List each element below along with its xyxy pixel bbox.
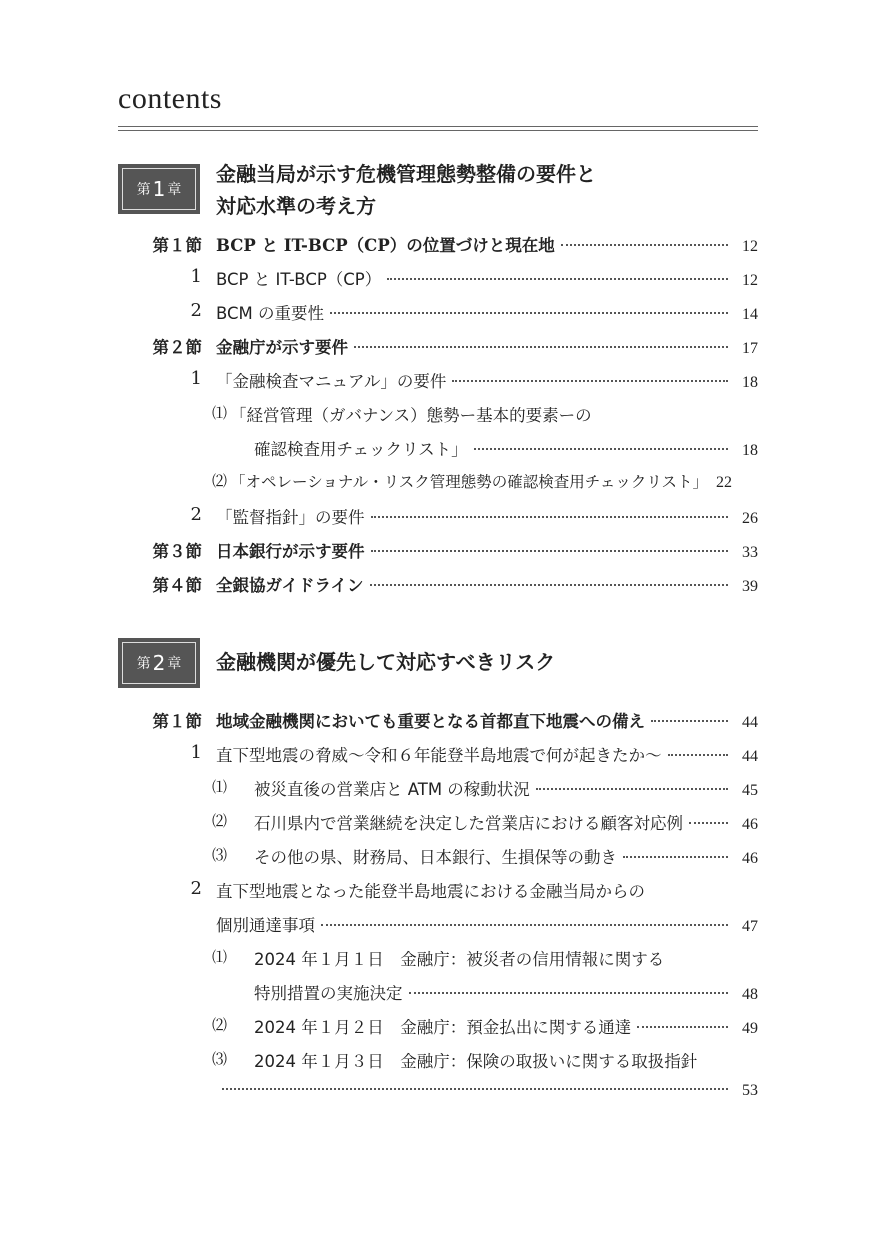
toc-entry-subitem[interactable]	[0, 1042, 875, 1076]
entry-text: BCP と IT-BCP（CP）	[216, 270, 382, 289]
entry-text: 「経営管理（ガバナンス）態勢ー基本的要素ーの	[230, 406, 592, 425]
item-number: 1	[190, 742, 202, 763]
chapter-2-title[interactable]	[216, 646, 555, 678]
page-number: 47	[742, 918, 758, 935]
page-number: 22	[716, 474, 733, 491]
leader-dots	[387, 278, 728, 280]
section-label: 第１節	[152, 712, 202, 731]
page-number: 46	[742, 816, 758, 833]
subitem-number: ⑵	[212, 812, 228, 830]
entry-text: BCM の重要性	[216, 304, 325, 323]
toc-entry-section[interactable]	[0, 702, 875, 736]
page-number: 12	[742, 272, 758, 289]
leader-dots	[452, 380, 728, 382]
toc-entry-continuation[interactable]	[0, 430, 875, 464]
leader-dots	[623, 856, 728, 858]
toc-entry-item[interactable]	[0, 872, 875, 906]
chapter-label-suffix: 章	[167, 656, 182, 672]
subitem-number: ⑴	[212, 778, 228, 796]
section-label: 第４節	[152, 576, 202, 595]
item-number: 1	[190, 266, 202, 287]
chapter-label-prefix: 第	[136, 656, 151, 672]
leader-dots	[371, 550, 729, 552]
chapter-1-title[interactable]	[216, 158, 596, 222]
toc-entry-continuation[interactable]	[0, 1076, 875, 1110]
page-number: 26	[742, 510, 758, 527]
leader-dots	[371, 516, 729, 518]
toc-entry-subitem[interactable]	[0, 396, 875, 430]
page-number: 45	[742, 782, 758, 799]
page-number: 46	[742, 850, 758, 867]
leader-dots	[370, 584, 728, 586]
page-number: 33	[742, 544, 758, 561]
entry-text: 「オペレーショナル・リスク管理態勢の確認検査用チェックリスト」	[230, 473, 709, 491]
toc-entry-subitem[interactable]	[0, 770, 875, 804]
page-number: 44	[742, 748, 758, 765]
item-number: 1	[190, 368, 202, 389]
leader-dots	[321, 924, 728, 926]
item-number: 2	[190, 878, 202, 899]
toc-entry-subitem[interactable]	[0, 940, 875, 974]
page-number: 44	[742, 714, 758, 731]
toc-entry-subitem[interactable]	[0, 464, 875, 498]
entry-text: 金融庁が示す要件	[216, 338, 348, 357]
chapter-label-prefix: 第	[136, 182, 151, 198]
leader-dots	[474, 448, 728, 450]
entry-text: 「監督指針」の要件	[216, 508, 365, 527]
chapter-number: 2	[152, 651, 166, 675]
section-label: 第３節	[152, 542, 202, 561]
leader-dots	[637, 1026, 728, 1028]
chapter-title-line: 金融当局が示す危機管理態勢整備の要件と	[216, 162, 596, 186]
entry-text: 「金融検査マニュアル」の要件	[216, 372, 447, 391]
entry-text: BCP と IT-BCP（CP）の位置づけと現在地	[216, 236, 555, 255]
title-rule-top	[118, 126, 758, 127]
page-number: 14	[742, 306, 758, 323]
entry-text: 被災直後の営業店と ATM の稼動状況	[254, 780, 530, 799]
toc-entry-continuation[interactable]	[0, 974, 875, 1008]
page-number: 49	[742, 1020, 758, 1037]
item-number: 2	[190, 300, 202, 321]
entry-text: 個別通達事項	[216, 916, 315, 935]
section-label: 第２節	[152, 338, 202, 357]
subitem-number: ⑶	[212, 846, 228, 864]
item-number: 2	[190, 504, 202, 525]
page-number: 48	[742, 986, 758, 1003]
page-number: 18	[742, 442, 758, 459]
chapter-2-box	[118, 638, 200, 688]
title-rule-bottom	[118, 130, 758, 131]
leader-dots	[668, 754, 729, 756]
entry-text: 2024 年１月１日 金融庁：被災者の信用情報に関する	[254, 950, 665, 969]
page-number: 12	[742, 238, 758, 255]
chapter-number: 1	[152, 177, 166, 201]
subitem-number: ⑴	[212, 404, 228, 422]
toc-entry-subitem[interactable]	[0, 804, 875, 838]
entry-text: 2024 年１月２日 金融庁：預金払出に関する通達	[254, 1018, 632, 1037]
toc-entry-item[interactable]	[0, 260, 875, 294]
leader-dots	[409, 992, 729, 994]
toc-entry-item[interactable]	[0, 294, 875, 328]
entry-text: 確認検査用チェックリスト」	[254, 440, 468, 459]
toc-entry-item[interactable]	[0, 736, 875, 770]
subitem-number: ⑶	[212, 1050, 228, 1068]
toc-entry-section[interactable]	[0, 566, 875, 600]
entry-text: 日本銀行が示す要件	[216, 542, 365, 561]
leader-dots	[689, 822, 728, 824]
toc-entry-subitem[interactable]	[0, 1008, 875, 1042]
toc-entry-section[interactable]	[0, 532, 875, 566]
entry-text: 直下型地震となった能登半島地震における金融当局からの	[216, 882, 645, 901]
page-number: 39	[742, 578, 758, 595]
chapter-label-suffix: 章	[167, 182, 182, 198]
toc-entry-continuation[interactable]	[0, 906, 875, 940]
section-label: 第１節	[152, 236, 202, 255]
subitem-number: ⑵	[212, 472, 228, 490]
subitem-number: ⑵	[212, 1016, 228, 1034]
entry-text: 地域金融機関においても重要となる首都直下地震への備え	[216, 712, 645, 731]
leader-dots	[222, 1088, 728, 1090]
leader-dots	[536, 788, 728, 790]
toc-entry-item[interactable]	[0, 498, 875, 532]
page-number: 17	[742, 340, 758, 357]
entry-text: 直下型地震の脅威～令和６年能登半島地震で何が起きたか～	[216, 746, 662, 765]
leader-dots	[651, 720, 728, 722]
chapter-title-line: 金融機関が優先して対応すべきリスク	[216, 650, 556, 674]
page-number: 53	[742, 1082, 758, 1099]
leader-dots	[561, 244, 728, 246]
chapter-title-line: 対応水準の考え方	[216, 194, 376, 218]
toc-entry-section[interactable]	[0, 328, 875, 362]
toc-entry-item[interactable]	[0, 362, 875, 396]
leader-dots	[354, 346, 728, 348]
page-title: contents	[118, 82, 222, 115]
chapter-1-box	[118, 164, 200, 214]
entry-text: 2024 年１月３日 金融庁：保険の取扱いに関する取扱指針	[254, 1052, 698, 1071]
entry-text: その他の県、財務局、日本銀行、生損保等の動き	[254, 848, 617, 867]
toc-entry-subitem[interactable]	[0, 838, 875, 872]
entry-text: 特別措置の実施決定	[254, 984, 403, 1003]
entry-text: 全銀協ガイドライン	[216, 576, 364, 595]
page-number: 18	[742, 374, 758, 391]
leader-dots	[330, 312, 728, 314]
entry-text: 石川県内で営業継続を決定した営業店における顧客対応例	[254, 814, 683, 833]
subitem-number: ⑴	[212, 948, 228, 966]
toc-entry-section[interactable]	[0, 226, 875, 260]
